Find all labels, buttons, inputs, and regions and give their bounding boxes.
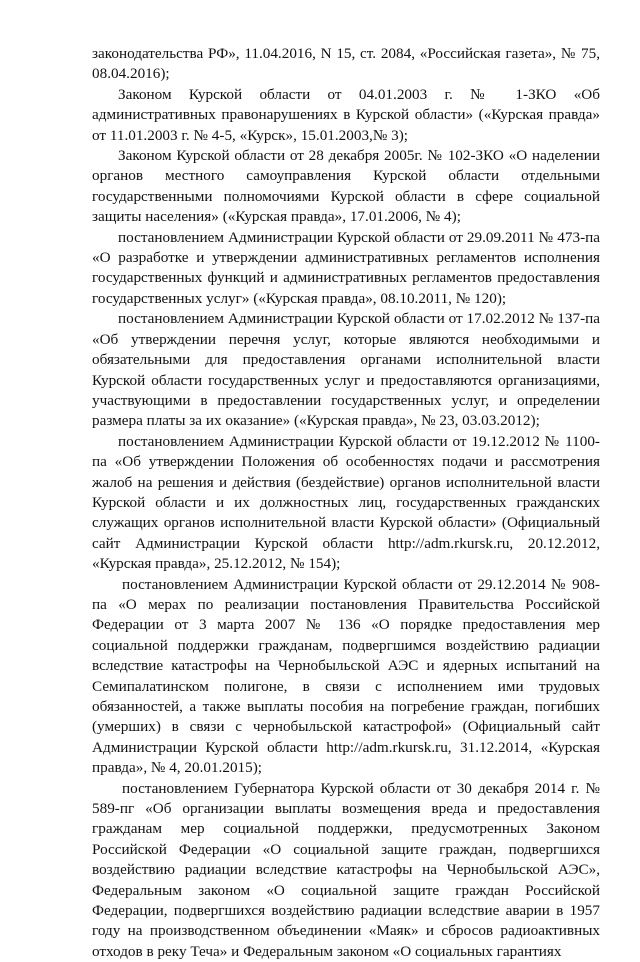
paragraph-kursk-law-102zko: Законом Курской области от 28 декабря 2005г. № 102-ЗКО «О наделении органов местного самоуправления Курской области отдельными государственными полномочиями Курской области в сфере социальной защиты населения» («Курская правда», 17.01.2006, № 4); xyxy=(92,147,600,226)
paragraph-resolution-473pa: постановлением Администрации Курской области от 29.09.2011 № 473-па «О разработке и утверждении административных регламентов исполнения государственных функций и административных регламентов предоставления государственных услуг» («Курская правда», 08.10.2011, № 120); xyxy=(92,228,600,307)
paragraph-resolution-908pa: постановлением Администрации Курской области от 29.12.2014 № 908-па «О мерах по реализации постановления Правительства Российской Федерации от 3 марта 2007 № 136 «О порядке предоставления мер социальной поддержки гражданам, подвергшимся воздействию радиации вследствие катастрофы на Чернобыльской АЭС и ядерных испытаний на Семипалатинском полигоне, в связи с исполнением ими трудовых обязанностей, а также выплаты пособия на погребение граждан, погибших (умерших) в связи с чернобыльской катастрофой» (Официальный сайт Администрации Курской области http://adm.rkursk.ru, 31.12.2014, «Курская правда», № 4, 20.01.2015); xyxy=(92,575,600,777)
paragraph-resolution-137pa: постановлением Администрации Курской области от 17.02.2012 № 137-па «Об утверждении перечня услуг, которые являются необходимыми и обязательными для предоставления органами исполнительной власти Курской области государственных услуг и предоставляются организациями, участвующими в предоставлении государственных услуг, и определении размера платы за их оказание» («Курская правда», № 23, 03.03.2012); xyxy=(92,310,600,430)
paragraph-kursk-law-1zko: Законом Курской области от 04.01.2003 г. № 1-ЗКО «Об административных правонарушениях в Курской области» («Курская правда» от 11.01.2003 г. № 4-5, «Курск», 15.01.2003,№ 3); xyxy=(92,85,600,144)
paragraph-governor-resolution-589pg: постановлением Губернатора Курской области от 30 декабря 2014 г. № 589-пг «Об организации выплаты возмещения вреда и предоставления гражданам мер социальной поддержки, предусмотренных Законом Российской Федерации «О социальной защите граждан, подвергшихся воздействию радиации вследствие катастрофы на Чернобыльской АЭС», Федеральным законом «О социальной защите граждан Российской Федерации, подвергшихся воздействию радиации вследствие аварии в 1957 году на производственном объединении «Маяк» и сбросов радиоактивных отходов в реку Теча» и Федеральным законом «О социальных гарантиях xyxy=(92,779,600,960)
document-page xyxy=(92,44,600,962)
paragraph-law-continuation: законодательства РФ», 11.04.2016, N 15, ст. 2084, «Российская газета», № 75, 08.04.2016); xyxy=(92,45,600,83)
paragraph-resolution-1100pa: постановлением Администрации Курской области от 19.12.2012 № 1100-па «Об утверждении Положения об особенностях подачи и рассмотрения жалоб на решения и действия (бездействие) органов исполнительной власти Курской области и их должностных лиц, государственных гражданских служащих органов исполнительной власти Курской области» (Официальный сайт Администрации Курской области http://adm.rkursk.ru, 20.12.2012, «Курская правда», 25.12.2012, № 154); xyxy=(92,432,600,573)
